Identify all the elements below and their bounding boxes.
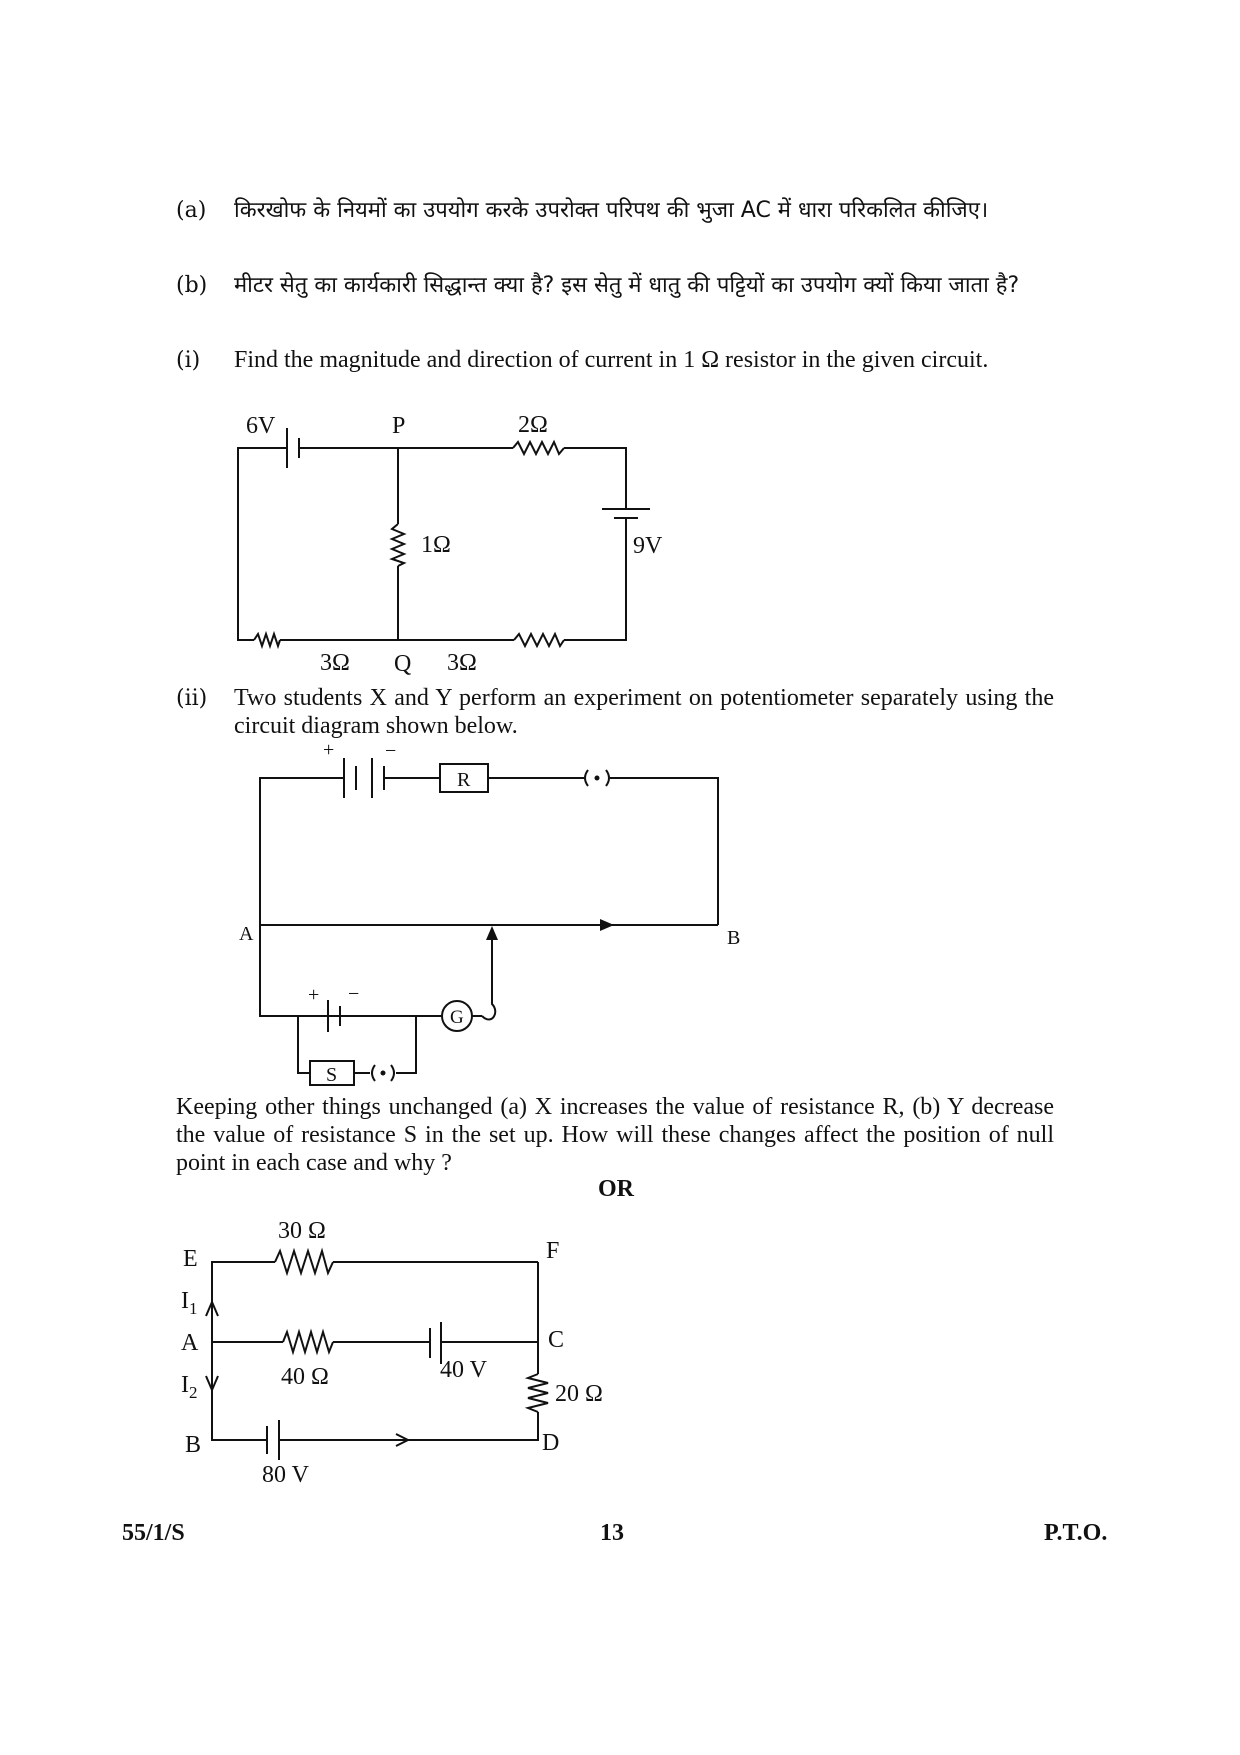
node-a-label: A <box>239 923 254 945</box>
battery-9v-label: 9V <box>633 533 663 559</box>
current-i1-label: $I_1$ <box>181 1288 198 1318</box>
resistor-s-label: S <box>326 1064 338 1086</box>
plus-top-label: + <box>323 739 335 761</box>
node-p-label: P <box>392 413 406 439</box>
question-ii-label: (ii) <box>176 686 208 711</box>
node-f-label: F <box>546 1238 560 1264</box>
resistor-40-ohm-label: 40 Ω <box>281 1364 329 1390</box>
question-i-label: (i) <box>176 348 201 373</box>
resistor-40-ohm-symbol <box>283 1332 333 1352</box>
node-d-label: D <box>542 1430 560 1456</box>
question-ii-followup: Keeping other things unchanged (a) X increases the value of resistance R, (b) Y decrease the value of resistance S in the set up. How will these changes affect the position of null point in each case and why ? <box>176 1094 1054 1176</box>
minus-bottom-label: − <box>348 983 360 1005</box>
resistor-30-ohm-symbol <box>275 1251 333 1273</box>
node-b-label: B <box>185 1432 202 1458</box>
battery-6v-label: 6V <box>246 413 276 439</box>
resistor-3-ohm-left-label: 3Ω <box>320 650 350 676</box>
question-b-label: (b) <box>176 273 208 298</box>
battery-80v-symbol <box>267 1420 279 1460</box>
node-c-label: C <box>548 1327 565 1353</box>
resistor-1-ohm-label: 1Ω <box>421 532 451 558</box>
plus-bottom-label: + <box>308 984 320 1006</box>
galvanometer-label: G <box>450 1007 464 1028</box>
battery-40v-label: 40 V <box>440 1357 487 1383</box>
paper-code: 55/1/S <box>122 1520 185 1546</box>
question-ii-text: Two students X and Y perform an experiment on potentiometer separately using the circuit diagram shown below. <box>234 685 1054 739</box>
minus-top-label: − <box>385 740 397 762</box>
resistor-20-ohm-symbol <box>528 1374 548 1412</box>
or-separator: OR <box>598 1176 634 1202</box>
node-q-label: Q <box>394 651 412 677</box>
node-b-label: B <box>727 927 741 949</box>
resistor-2-ohm-label: 2Ω <box>518 412 548 438</box>
node-a-label: A <box>181 1330 199 1356</box>
question-a-text: किरखोफ के नियमों का उपयोग करके उपरोक्त परिपथ की भुजा AC में धारा परिकलित कीजिए। <box>234 198 989 223</box>
pto-label: P.T.O. <box>1044 1520 1108 1546</box>
question-a-label: (a) <box>176 198 207 223</box>
question-b-text: मीटर सेतु का कार्यकारी सिद्धान्त क्या है? इस सेतु में धातु की पट्टियों का उपयोग क्यों किया जाता है? <box>234 273 1020 298</box>
resistor-20-ohm-label: 20 Ω <box>555 1381 603 1407</box>
resistor-r-label: R <box>457 769 471 791</box>
circuit-3-wires <box>212 1262 538 1440</box>
resistor-3-ohm-right-label: 3Ω <box>447 650 477 676</box>
question-i-text: Find the magnitude and direction of current in 1 Ω resistor in the given circuit. <box>234 347 989 373</box>
battery-80v-label: 80 V <box>262 1462 309 1488</box>
current-i2-label: $I_2$ <box>181 1372 198 1402</box>
node-e-label: E <box>183 1246 198 1272</box>
resistor-30-ohm-label: 30 Ω <box>278 1218 326 1244</box>
page-number: 13 <box>600 1520 624 1546</box>
